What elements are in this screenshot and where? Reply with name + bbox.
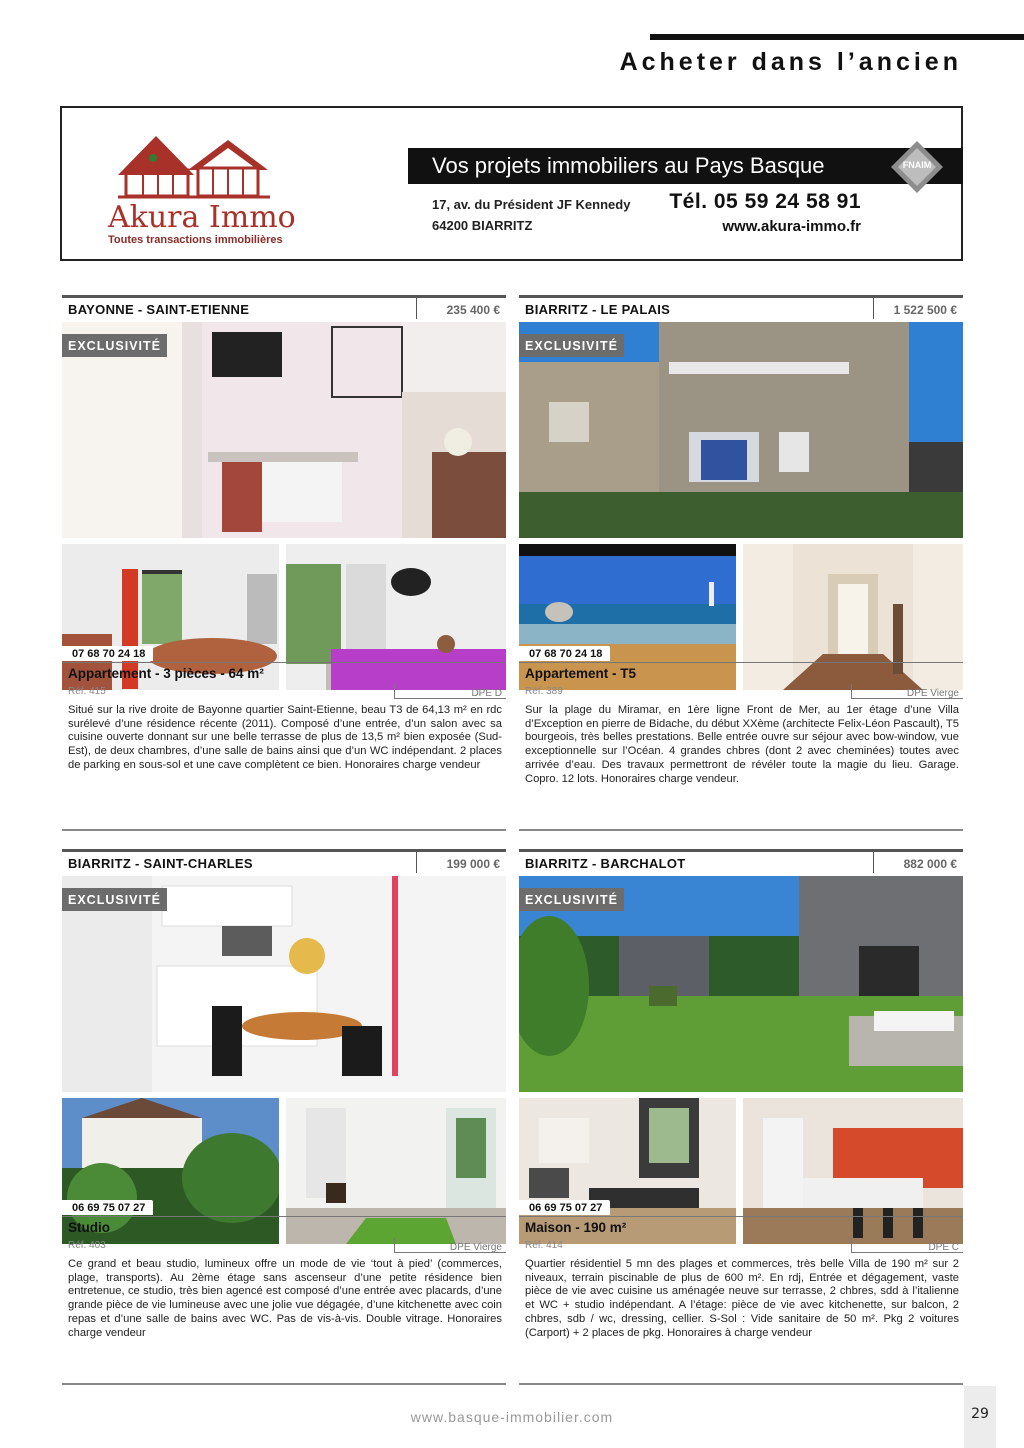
property-title: Studio (68, 1220, 110, 1235)
property-title: Appartement - 3 pièces - 64 m² (68, 666, 264, 681)
reference: Réf. 403 (68, 1240, 106, 1251)
page-number: 29 (964, 1386, 996, 1448)
listing-header (519, 295, 963, 319)
card-divider (519, 829, 963, 831)
property-description: Quartier résidentiel 5 mn des plages et commerces, très belle Villa de 190 m² sur 2 niveaux, terrain piscinable de plus de 600 m². En rdj, Entrée et dégagement, vaste pièce de vie avec cuisine us aménagée neuve sur terrasse, 2 chbres, sdd à l’italienne et WC + studio indépendant. A l’étage: pièce de vie avec kitchenette, sur balcon, 2 chbres, sdb / wc, dressing, cellier. S-Sol : Vide sanitaire de 50 m². Pkg 2 voitures (Carport) + 2 places de pkg. Honoraires à charge vendeur (525, 1258, 959, 1339)
reference: Réf. 415 (68, 686, 106, 697)
header-rule (650, 34, 1024, 40)
listing-header (62, 295, 506, 319)
listing-location: BAYONNE - SAINT-ETIENNE (68, 302, 250, 317)
exclusive-badge: EXCLUSIVITÉ (62, 334, 167, 357)
card-divider (519, 1383, 963, 1385)
listing-price: 882 000 € (903, 857, 957, 871)
agency-name: Akura Immo (108, 200, 296, 235)
listing-location: BIARRITZ - LE PALAIS (525, 302, 671, 317)
card-divider (62, 1383, 506, 1385)
listing-location: BIARRITZ - BARCHALOT (525, 856, 686, 871)
energy-rating: DPE Vierge (906, 688, 959, 699)
agency-slogan: Vos projets immobiliers au Pays Basque (432, 153, 825, 178)
listing-card[interactable] (62, 849, 506, 1385)
agency-banner[interactable] (60, 106, 963, 261)
property-title: Appartement - T5 (525, 666, 637, 681)
reference: Réf. 389 (525, 686, 563, 697)
agency-logo (98, 130, 296, 250)
fnaim-badge (888, 138, 946, 196)
listing-location: BIARRITZ - SAINT-CHARLES (68, 856, 253, 871)
listing-price: 235 400 € (446, 303, 500, 317)
listing-price: 199 000 € (446, 857, 500, 871)
slogan-bar (408, 148, 963, 184)
property-description: Ce grand et beau studio, lumineux offre un mode de vie ‘tout à pied’ (commerces, plage, transports). Au 2ème étage sans ascenseur d’une petite résidence bien entretenue, ce studio, très bien agencé est composé d’une entrée avec placards, d’une grande pièce de vie lumineuse avec une jolie vue dégagée, d’une kitchenette avec coin repas et d’une salle de bains avec WC. Pas de vis-à-vis. Double vitrage. Honoraires charge vendeur (68, 1258, 502, 1339)
main-photo[interactable] (62, 322, 506, 538)
property-title: Maison - 190 m² (525, 1220, 627, 1235)
address-line1: 17, av. du Président JF Kennedy (432, 197, 631, 212)
address-line2: 64200 BIARRITZ (432, 218, 533, 233)
footer-url[interactable]: www.basque-immobilier.com (410, 1409, 614, 1425)
reference: Réf. 414 (525, 1240, 563, 1251)
card-divider (62, 829, 506, 831)
listing-price: 1 522 500 € (893, 303, 957, 317)
contact-phone[interactable]: 07 68 70 24 18 (519, 646, 610, 661)
listing-card[interactable] (62, 295, 506, 831)
agency-tagline: Toutes transactions immobilières (108, 234, 283, 246)
main-photo[interactable] (519, 876, 963, 1092)
agency-phone[interactable]: Tél. 05 59 24 58 91 (669, 190, 861, 213)
fnaim-label: FNAIM (902, 160, 932, 170)
contact-phone[interactable]: 06 69 75 07 27 (62, 1200, 153, 1215)
contact-phone[interactable]: 06 69 75 07 27 (519, 1200, 610, 1215)
exclusive-badge: EXCLUSIVITÉ (519, 888, 624, 911)
exclusive-badge: EXCLUSIVITÉ (62, 888, 167, 911)
energy-rating: DPE D (471, 688, 502, 699)
house-logo-icon (98, 130, 288, 200)
exclusive-badge: EXCLUSIVITÉ (519, 334, 624, 357)
main-photo[interactable] (519, 322, 963, 538)
property-description: Situé sur la rive droite de Bayonne quartier Saint-Etienne, beau T3 de 64,13 m² en rdc surélevé d’une résidence récente (2011). Composé d’une entrée, d’un salon avec sa cuisine ouverte donnant sur une belle terrasse de plus de 13,5 m² bien exposée (Sud-Est), de deux chambres, d’une salle de bains ainsi que d’un WC indépendant. 2 places de parking en sous-sol et une cave complètent ce bien. Honoraires charge vendeur (68, 704, 502, 771)
agency-address (432, 194, 630, 236)
page-title: Acheter dans l’ancien (619, 48, 962, 76)
energy-rating: DPE Vierge (449, 1242, 502, 1253)
listing-header (519, 849, 963, 873)
listing-header (62, 849, 506, 873)
main-photo[interactable] (62, 876, 506, 1092)
listing-card[interactable] (519, 849, 963, 1385)
agency-website[interactable]: www.akura-immo.fr (722, 218, 861, 235)
property-description: Sur la plage du Miramar, en 1ère ligne Front de Mer, au 1er étage d’une Villa d’Exception en pierre de Bidache, du début XXème (architecte Felix-Léon Pascault), T5 bourgeois, très belles prestations. Belle entrée ouvre sur séjour avec bow-window, vue exceptionnelle sur l’Océan. 4 grandes chbres (dont 2 avec cheminées) toutes avec arrivée d’eau. Des travaux permettront de révéler toute la magie du lieu. Garage. Copro. 12 lots. Honoraires charge vendeur. (525, 704, 959, 785)
contact-phone[interactable]: 07 68 70 24 18 (62, 646, 153, 661)
energy-rating: DPE C (928, 1242, 959, 1253)
listing-card[interactable] (519, 295, 963, 831)
